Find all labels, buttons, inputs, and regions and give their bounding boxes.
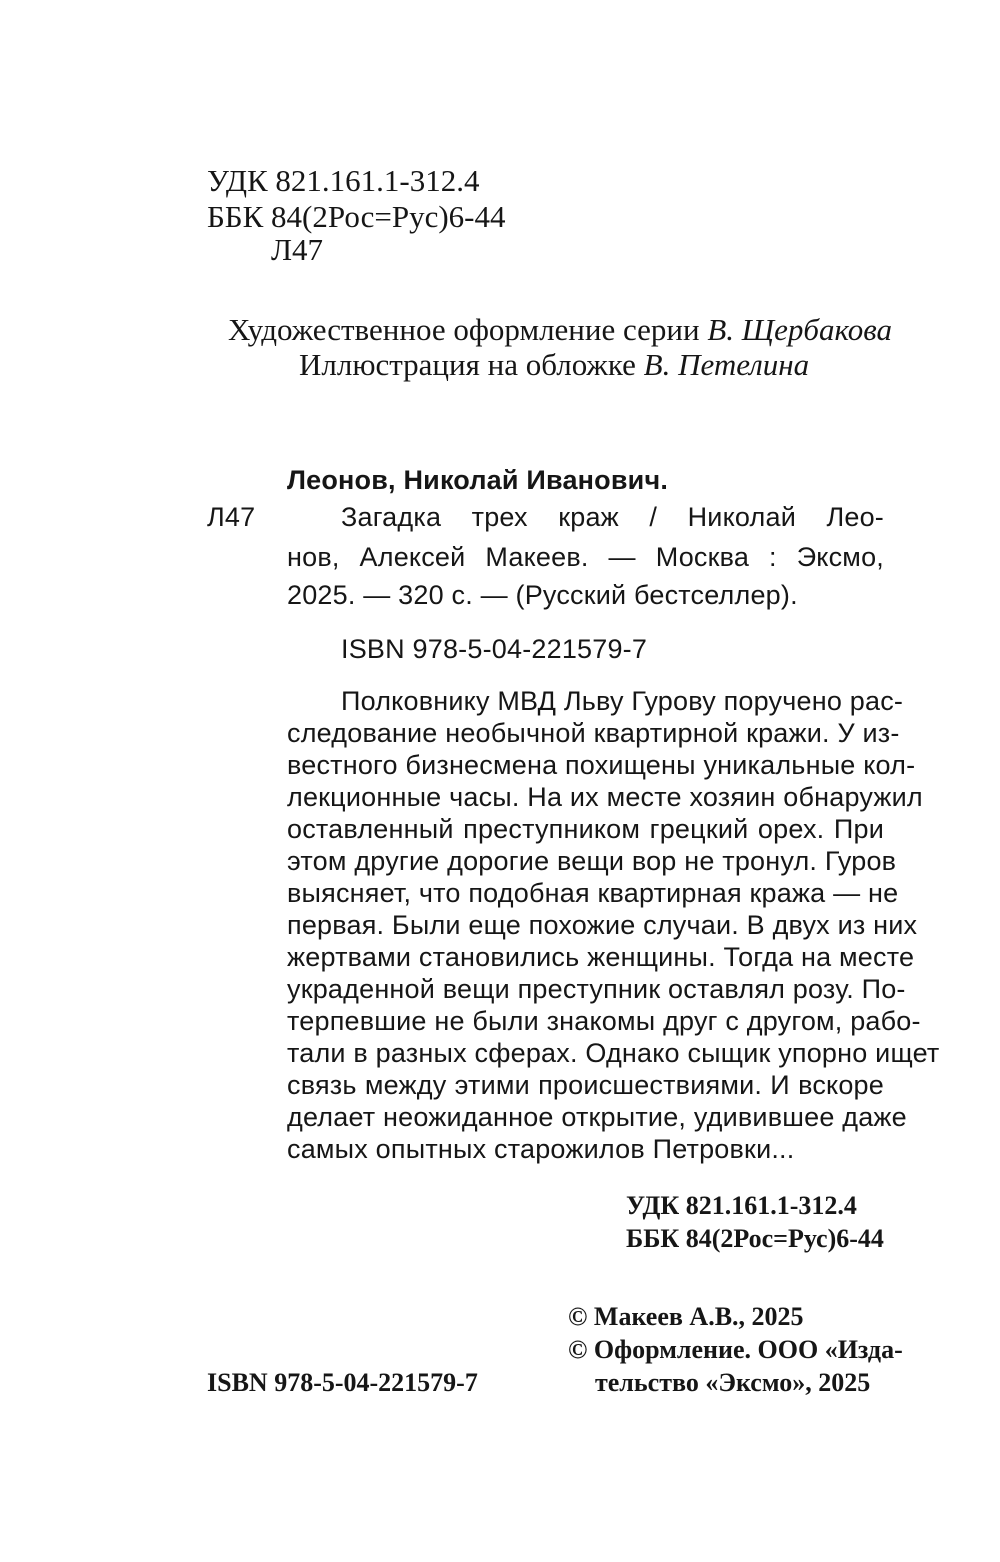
- record-title-line: Загадка трех краж / Николай Лео-: [341, 502, 884, 532]
- annotation-line: вестного бизнесмена похищены уникальные кол-: [287, 750, 916, 780]
- annotation-line: лекционные часы. На их месте хозяин обнаружил: [287, 782, 923, 812]
- annotation-line: жертвами становились женщины. Тогда на месте: [287, 942, 915, 972]
- annotation-line: связь между этими происшествиями. И вскоре: [287, 1070, 884, 1100]
- annotation-line: этом другие дорогие вещи вор не тронул. Гуров: [287, 846, 897, 876]
- record-isbn: ISBN 978-5-04-221579-7: [341, 634, 648, 664]
- annotation-line: тали в разных сферах. Однако сыщик упорно ищет: [287, 1038, 940, 1068]
- design-credit: [228, 312, 892, 348]
- record-author: Леонов, Николай Иванович.: [287, 465, 669, 495]
- header-author-code: Л47: [271, 232, 324, 267]
- copyright-author: © Макеев А.В., 2025: [568, 1302, 804, 1331]
- annotation-line: украденной вещи преступник оставлял розу. По-: [287, 974, 906, 1004]
- annotation-line: первая. Были еще похожие случаи. В двух из них: [287, 910, 918, 940]
- annotation-line: терпевшие не были знакомы друг с другом, рабо-: [287, 1006, 921, 1036]
- record-title-line: нов, Алексей Макеев. — Москва : Эксмо,: [287, 542, 884, 572]
- illustration-credit-label: Иллюстрация на обложке: [299, 347, 636, 382]
- copyright-design-line: © Оформление. ООО «Изда-: [568, 1335, 903, 1364]
- footer-isbn: ISBN 978-5-04-221579-7: [207, 1368, 478, 1397]
- annotation-line: Полковнику МВД Льву Гурову поручено рас-: [341, 686, 904, 716]
- record-title-line: 2025. — 320 с. — (Русский бестселлер).: [287, 580, 798, 610]
- annotation-line: следование необычной квартирной кражи. У из-: [287, 718, 900, 748]
- illustration-credit-name: В. Петелина: [643, 347, 810, 382]
- header-udk: УДК 821.161.1-312.4: [207, 163, 480, 198]
- design-credit-name: В. Щербакова: [707, 312, 893, 347]
- annotation-line: выясняет, что подобная квартирная кража — не: [287, 878, 899, 908]
- record-author-code: Л47: [207, 502, 256, 532]
- annotation-line: самых опытных старожилов Петровки...: [287, 1134, 795, 1164]
- copyright-design-line: тельство «Эксмо», 2025: [595, 1368, 871, 1397]
- annotation-line: делает неожиданное открытие, удивившее даже: [287, 1102, 907, 1132]
- record-udk: УДК 821.161.1-312.4: [626, 1191, 857, 1220]
- illustration-credit: [299, 347, 809, 383]
- design-credit-label: Художественное оформление серии: [228, 312, 700, 347]
- header-bbk: ББК 84(2Рос=Рус)6-44: [207, 199, 506, 234]
- annotation-line: оставленный преступником грецкий орех. При: [287, 814, 884, 844]
- record-bbk: ББК 84(2Рос=Рус)6-44: [626, 1224, 884, 1253]
